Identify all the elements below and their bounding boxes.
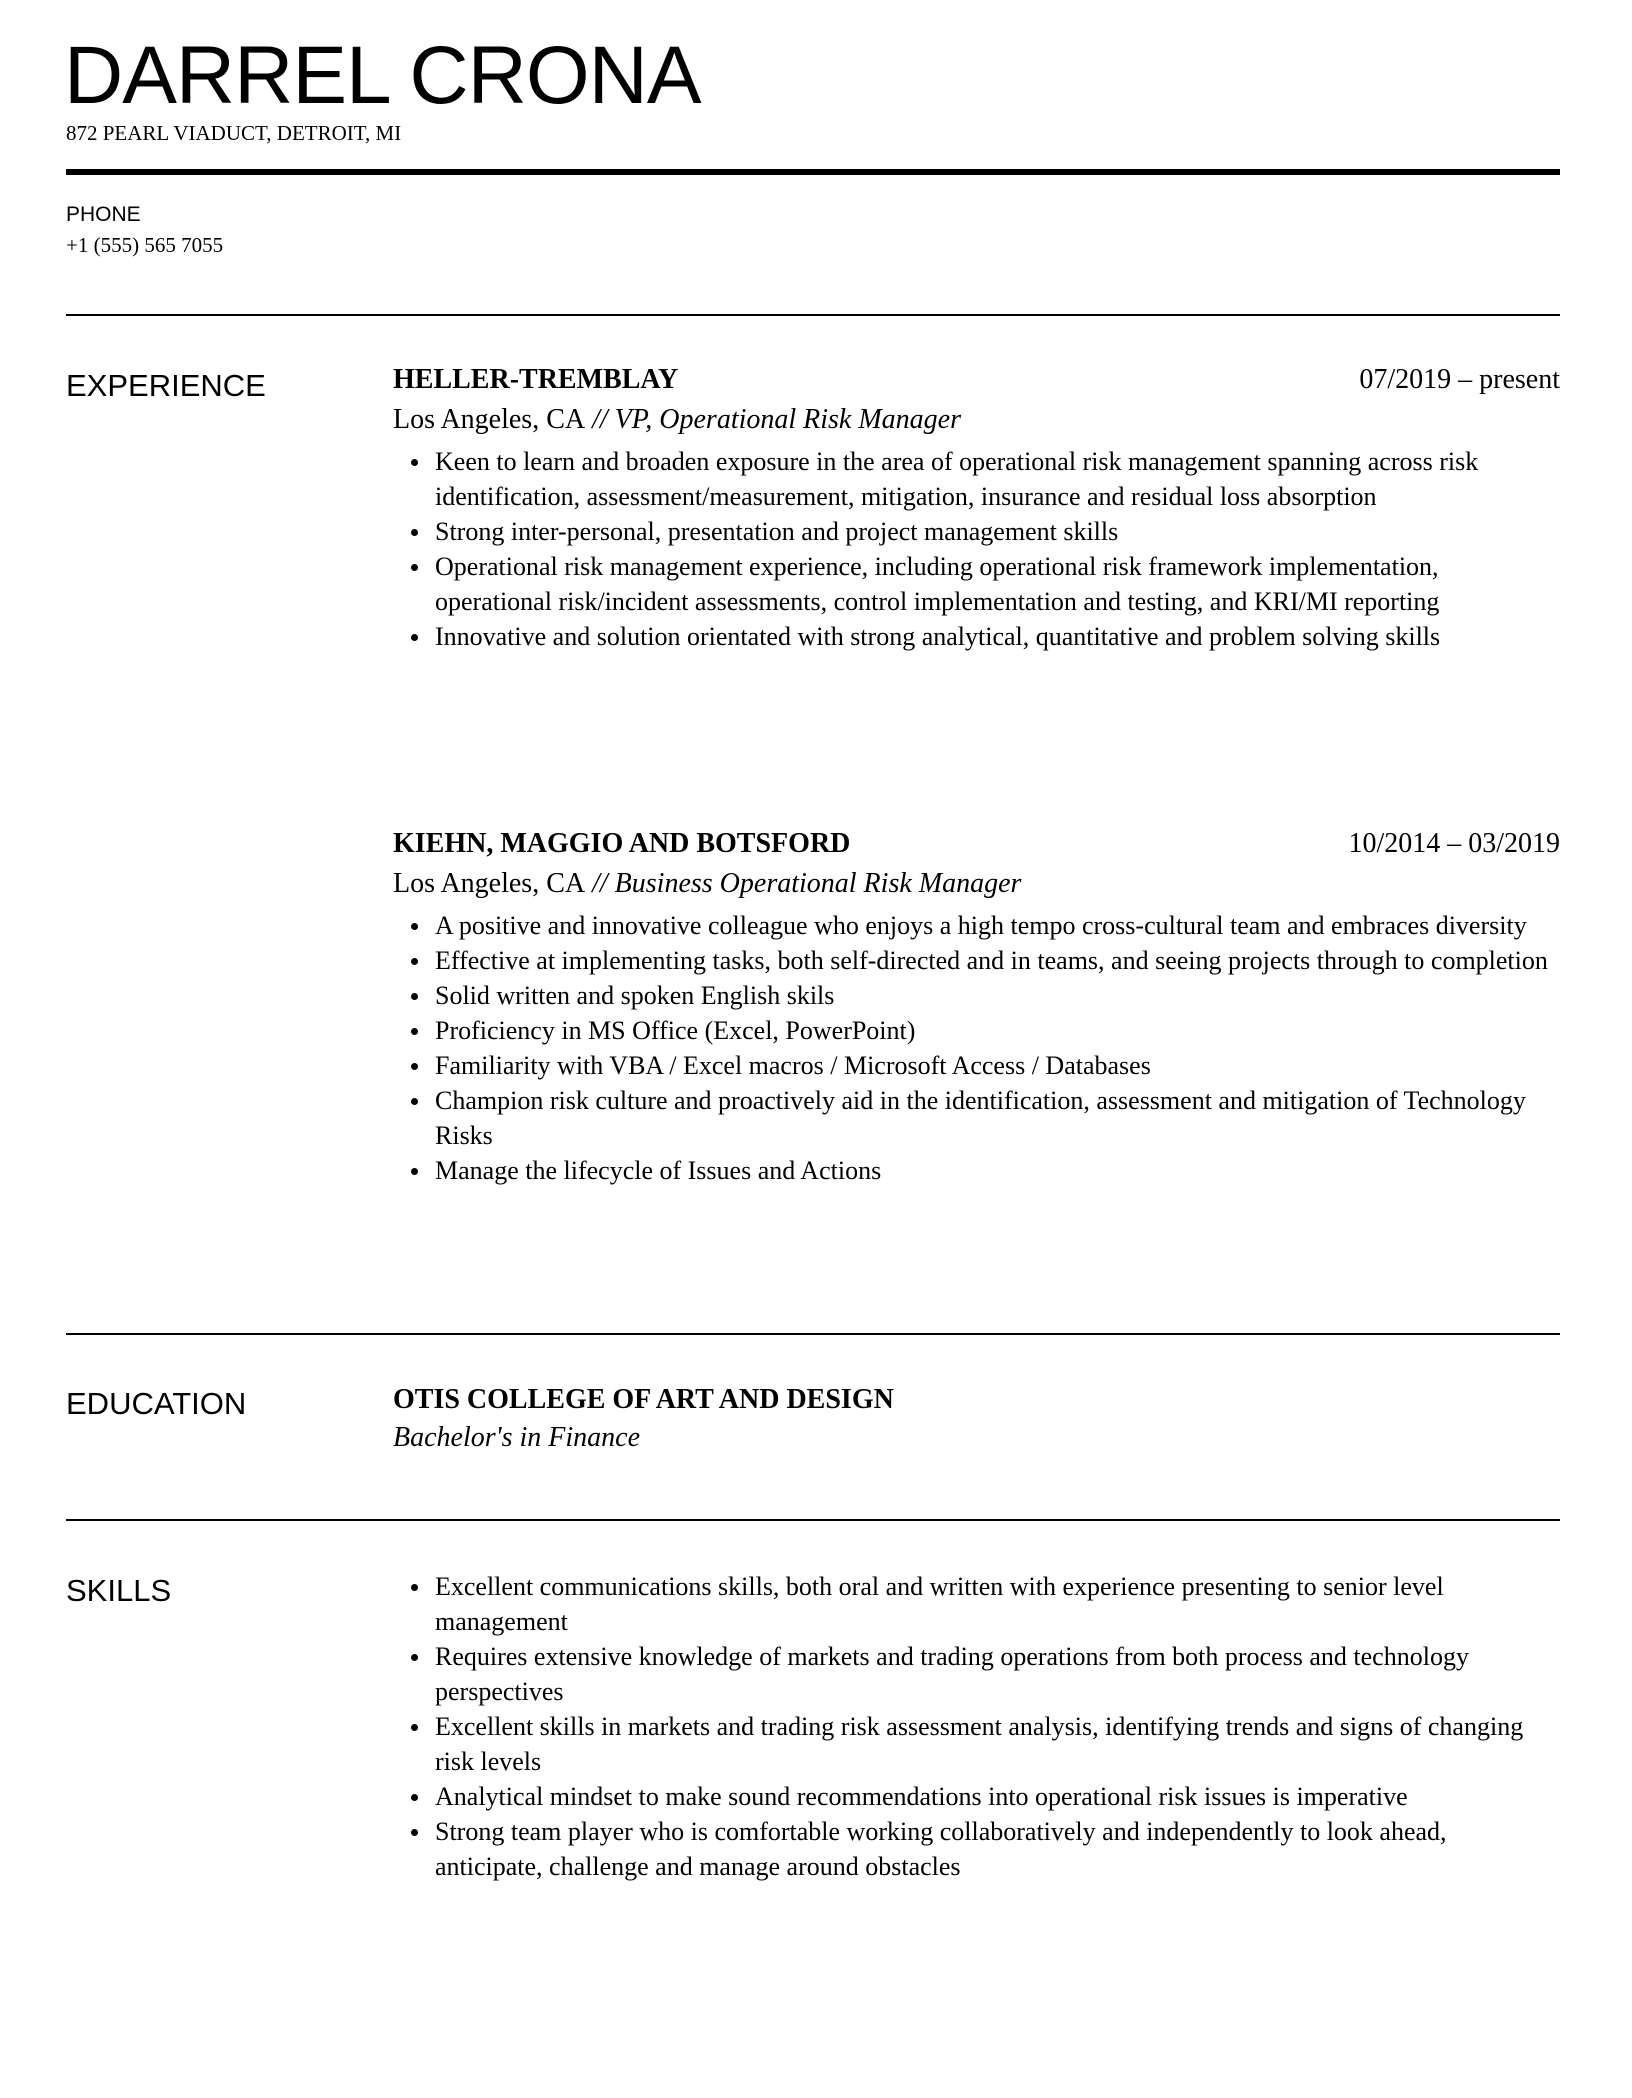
list-item: Excellent communications skills, both oral and written with experience presenting to senior level management [393,1569,1560,1639]
candidate-name: DARREL CRONA [64,30,701,121]
address: 872 PEARL VIADUCT, DETROIT, MI [66,121,402,145]
education-degree: Bachelor's in Finance [393,1422,641,1453]
list-item: Strong inter-personal, presentation and project management skills [393,514,1560,549]
job-company: KIEHN, MAGGIO AND BOTSFORD [393,828,851,859]
section-divider [66,1333,1560,1335]
education-heading: EDUCATION [66,1386,247,1421]
list-item: Effective at implementing tasks, both self-directed and in teams, and seeing projects through to completion [393,943,1560,978]
job-separator: // [585,868,615,899]
list-item: Champion risk culture and proactively aid in the identification, assessment and mitigation of Technology Risks [393,1083,1560,1153]
job-location: Los Angeles, CA [393,404,586,435]
job-entry [393,362,1560,654]
header-divider [66,169,1560,175]
list-item: Requires extensive knowledge of markets and trading operations from both process and technology perspectives [393,1639,1560,1709]
phone-number: +1 (555) 565 7055 [66,233,224,257]
experience-heading: EXPERIENCE [66,368,266,403]
list-item: Analytical mindset to make sound recommendations into operational risk issues is imperative [393,1779,1560,1814]
list-item: Solid written and spoken English skils [393,978,1560,1013]
list-item: Operational risk management experience, including operational risk framework implementation, operational risk/incident assessments, control implementation and testing, and KRI/MI reporting [393,549,1560,619]
section-divider [66,314,1560,316]
list-item: Manage the lifecycle of Issues and Actions [393,1153,1560,1188]
list-item: Innovative and solution orientated with strong analytical, quantitative and problem solving skills [393,619,1560,654]
job-dates: 07/2019 – present [1359,364,1560,395]
skills-list-container [393,1569,1560,1884]
section-divider [66,1519,1560,1521]
list-item: Strong team player who is comfortable working collaboratively and independently to look ahead, anticipate, challenge and manage around obstacles [393,1814,1560,1884]
job-location: Los Angeles, CA [393,868,586,899]
job-title: VP, Operational Risk Manager [614,404,962,435]
job-separator: // [585,404,615,435]
phone-label: PHONE [66,203,141,226]
list-item: Familiarity with VBA / Excel macros / Microsoft Access / Databases [393,1048,1560,1083]
job-title: Business Operational Risk Manager [614,868,1022,899]
job-dates: 10/2014 – 03/2019 [1348,828,1560,859]
list-item: Keen to learn and broaden exposure in the area of operational risk management spanning across risk identification, assessment/measurement, mitigation, insurance and residual loss absorption [393,444,1560,514]
list-item: A positive and innovative colleague who enjoys a high tempo cross-cultural team and embraces diversity [393,908,1560,943]
job-bullets [393,444,1560,654]
job-company: HELLER-TREMBLAY [393,364,679,395]
job-entry [393,826,1560,1188]
list-item: Proficiency in MS Office (Excel, PowerPoint) [393,1013,1560,1048]
skills-list [393,1569,1560,1884]
education-entry [393,1382,1560,1458]
skills-heading: SKILLS [66,1573,172,1608]
job-bullets [393,908,1560,1188]
education-school: OTIS COLLEGE OF ART AND DESIGN [393,1384,894,1415]
list-item: Excellent skills in markets and trading risk assessment analysis, identifying trends and signs of changing risk levels [393,1709,1560,1779]
